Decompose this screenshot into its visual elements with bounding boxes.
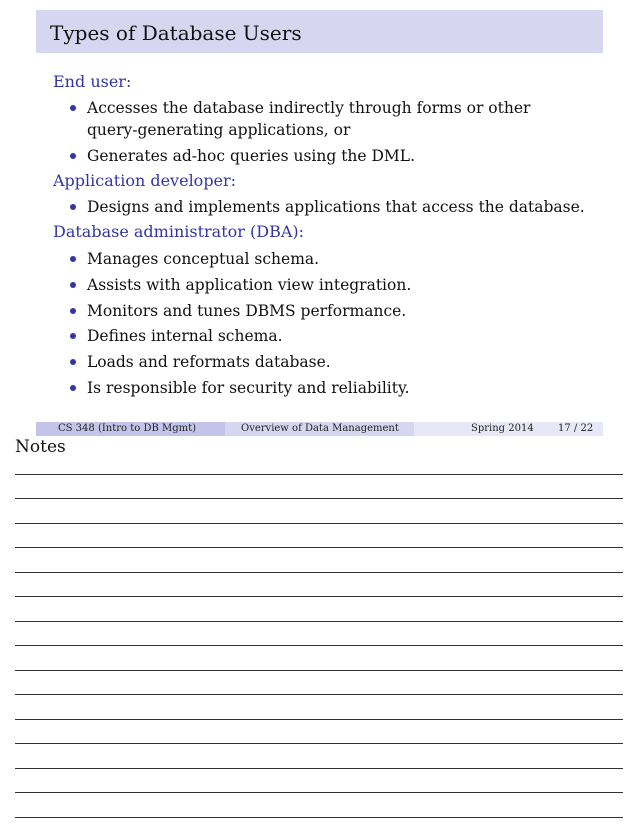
slide-footer (36, 422, 603, 436)
bullet-dot-icon (70, 282, 76, 288)
bullet-text: query-generating applications, or (87, 121, 351, 139)
note-line (15, 523, 623, 524)
note-line (15, 743, 623, 744)
footer-page-segment (414, 422, 603, 436)
slide-title: Types of Database Users (50, 21, 302, 45)
footer-course: CS 348 (Intro to DB Mgmt) (58, 423, 197, 434)
bullet-text: Monitors and tunes DBMS performance. (87, 302, 407, 320)
bullet-text: Designs and implements applications that access the database. (87, 198, 585, 216)
note-line (15, 621, 623, 622)
notes-label: Notes (15, 437, 66, 457)
bullet-dot-icon (70, 256, 76, 262)
note-line (15, 645, 623, 646)
footer-term: Spring 2014 (471, 423, 534, 434)
footer-topic: Overview of Data Management (241, 423, 399, 434)
note-line (15, 719, 623, 720)
bullet-text: Is responsible for security and reliability. (87, 379, 410, 397)
bullet-text: Accesses the database indirectly through forms or other (87, 99, 531, 117)
slide-title-bar (36, 10, 603, 53)
footer-topic-segment (225, 422, 414, 436)
footer-course-segment (36, 422, 225, 436)
bullet-dot-icon (70, 385, 76, 391)
note-line (15, 498, 623, 499)
bullet-dot-icon (70, 333, 76, 339)
note-line (15, 596, 623, 597)
bullet-dot-icon (70, 308, 76, 314)
section-heading-dba: Database administrator (DBA): (53, 222, 305, 241)
bullet-text: Manages conceptual schema. (87, 250, 320, 268)
note-line (15, 474, 623, 475)
bullet-dot-icon (70, 153, 76, 159)
footer-page-number: 17 / 22 (558, 423, 594, 434)
bullet-dot-icon (70, 359, 76, 365)
section-heading-end-user: End user: (53, 72, 132, 91)
note-line (15, 694, 623, 695)
bullet-text: Defines internal schema. (87, 327, 283, 345)
note-line (15, 817, 623, 818)
bullet-text: Assists with application view integration. (87, 276, 412, 294)
bullet-dot-icon (70, 204, 76, 210)
note-line (15, 547, 623, 548)
note-line (15, 768, 623, 769)
note-line (15, 572, 623, 573)
bullet-text: Generates ad-hoc queries using the DML. (87, 147, 416, 165)
note-line (15, 670, 623, 671)
note-line (15, 792, 623, 793)
section-heading-application-developer: Application developer: (53, 171, 237, 190)
bullet-dot-icon (70, 105, 76, 111)
bullet-text: Loads and reformats database. (87, 353, 331, 371)
